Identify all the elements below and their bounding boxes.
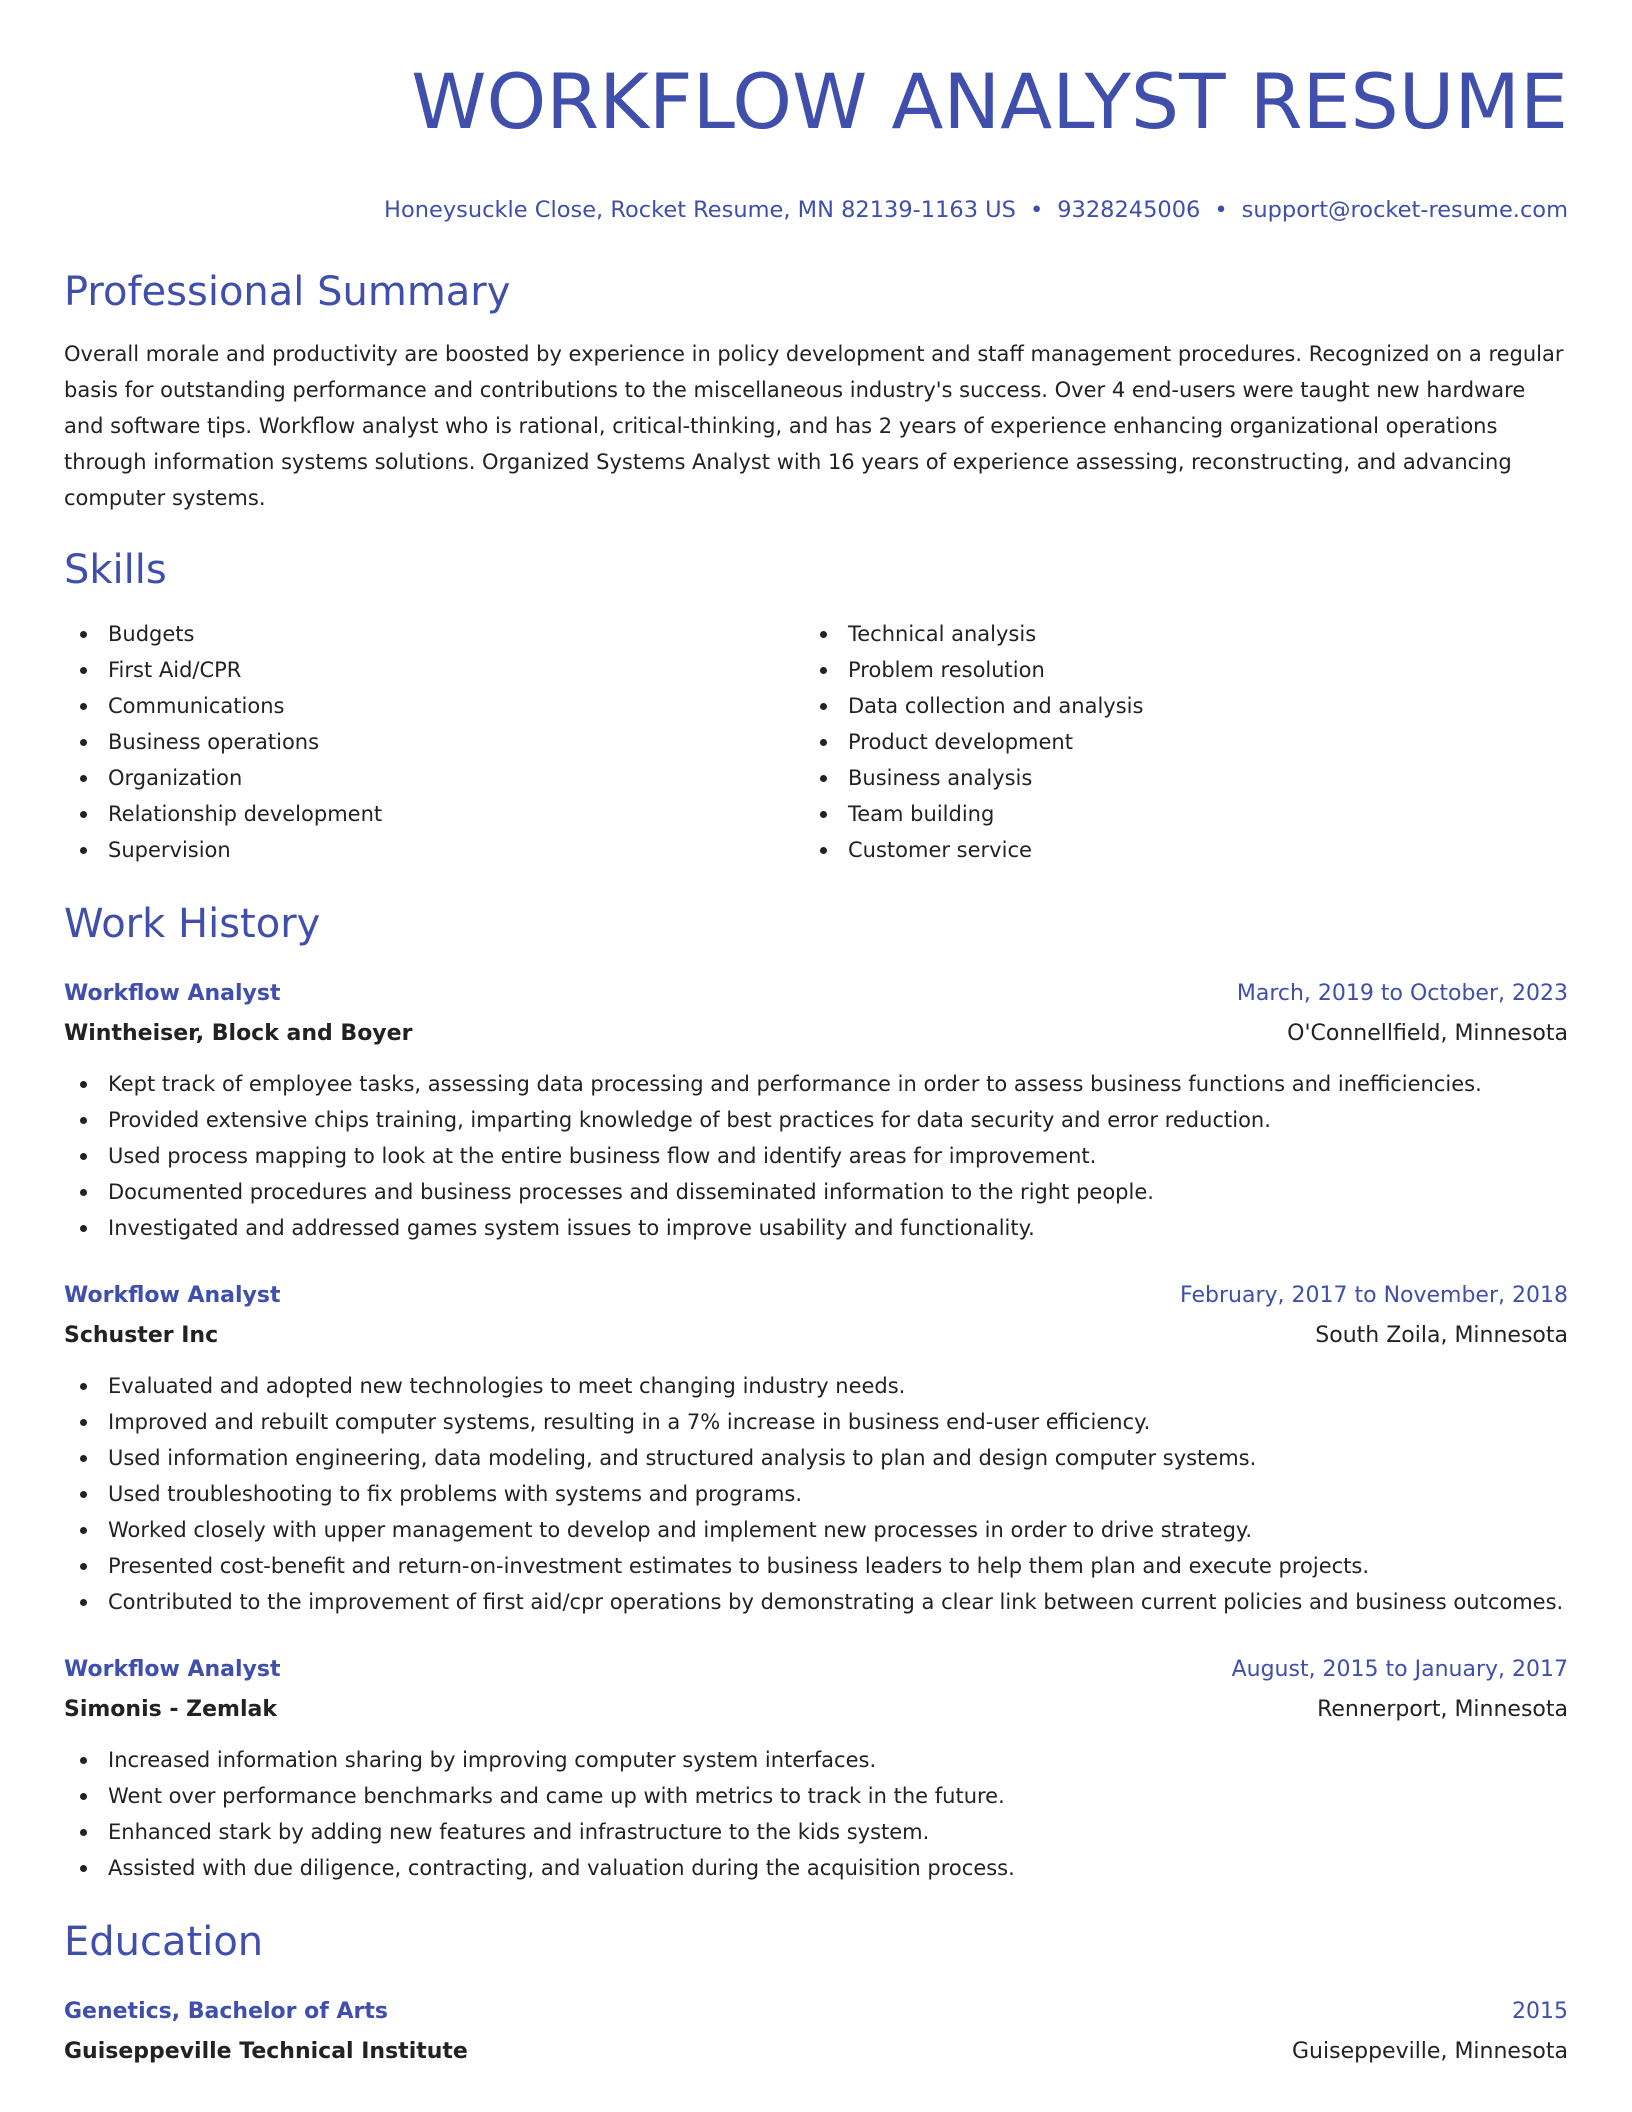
job-company: Schuster Inc [64, 1323, 219, 1348]
skill-item: Team building [804, 796, 1544, 832]
job-bullet: Investigated and addressed games system issues to improve usability and functionality. [64, 1210, 1568, 1246]
skill-item: Technical analysis [804, 616, 1544, 652]
job-bullets [64, 1742, 1568, 1886]
job-bullet: Evaluated and adopted new technologies to meet changing industry needs. [64, 1368, 1568, 1404]
skill-item: Communications [64, 688, 804, 724]
job-bullet: Contributed to the improvement of first aid/cpr operations by demonstrating a clear link between current policies and business outcomes. [64, 1584, 1568, 1620]
job-title: Workflow Analyst [64, 1657, 281, 1682]
skill-item: Business operations [64, 724, 804, 760]
job-bullet: Used troubleshooting to fix problems with systems and programs. [64, 1476, 1568, 1512]
job-location: O'Connellfield, Minnesota [1287, 1021, 1568, 1046]
job-bullets [64, 1066, 1568, 1246]
skill-item: Product development [804, 724, 1544, 760]
job-bullet: Provided extensive chips training, imparting knowledge of best practices for data security and error reduction. [64, 1102, 1568, 1138]
job-bullets [64, 1368, 1568, 1620]
contact-phone: 9328245006 [1057, 197, 1201, 223]
job-company: Wintheiser, Block and Boyer [64, 1021, 413, 1046]
job-bullet: Presented cost-benefit and return-on-investment estimates to business leaders to help them plan and execute projects. [64, 1548, 1568, 1584]
job-bullet: Assisted with due diligence, contracting, and valuation during the acquisition process. [64, 1850, 1568, 1886]
education-heading: Education [64, 1919, 264, 1965]
skill-item: First Aid/CPR [64, 652, 804, 688]
skills-list [64, 616, 1568, 868]
skill-item: Supervision [64, 832, 804, 868]
job-dates: August, 2015 to January, 2017 [1231, 1657, 1568, 1682]
separator-dot: • [1214, 197, 1228, 223]
contact-address: Honeysuckle Close, Rocket Resume, MN 82139-1163 US [384, 197, 1016, 223]
job-bullet: Used process mapping to look at the entire business flow and identify areas for improvement. [64, 1138, 1568, 1174]
job-bullet: Enhanced stark by adding new features and infrastructure to the kids system. [64, 1814, 1568, 1850]
job-title: Workflow Analyst [64, 1283, 281, 1308]
skills-column-right [804, 616, 1544, 868]
job-entry [64, 976, 1568, 1246]
education-year: 2015 [1512, 1999, 1568, 2024]
skill-item: Data collection and analysis [804, 688, 1544, 724]
job-company: Simonis - Zemlak [64, 1697, 277, 1722]
job-bullet: Kept track of employee tasks, assessing data processing and performance in order to assess business functions and inefficiencies. [64, 1066, 1568, 1102]
separator-dot: • [1029, 197, 1044, 223]
job-location: Rennerport, Minnesota [1317, 1697, 1568, 1722]
skill-item: Problem resolution [804, 652, 1544, 688]
resume-title: WORKFLOW ANALYST RESUME [411, 57, 1568, 146]
skill-item: Customer service [804, 832, 1544, 868]
work-history-heading: Work History [64, 901, 321, 947]
job-entry [64, 1652, 1568, 1886]
summary-text: Overall morale and productivity are boosted by experience in policy development and staff management procedures. Recognized on a regular basis for outstanding performance and contributions to the miscellaneous industry's success. Over 4 end-users were taught new hardware and software tips. Workflow analyst who is rational, critical-thinking, and has 2 years of experience enhancing organizational operations through information systems solutions. Organized Systems Analyst with 16 years of experience assessing, reconstructing, and advancing computer systems. [64, 342, 1564, 510]
skill-item: Business analysis [804, 760, 1544, 796]
contact-line [64, 194, 1568, 226]
job-entry [64, 1278, 1568, 1620]
contact-email: support@rocket-resume.com [1241, 197, 1568, 223]
education-school: Guiseppeville Technical Institute [64, 2039, 468, 2064]
skills-column-left [64, 616, 804, 868]
education-entry [64, 1994, 1568, 2070]
job-bullet: Increased information sharing by improving computer system interfaces. [64, 1742, 1568, 1778]
skills-heading: Skills [64, 547, 167, 593]
education-location: Guiseppeville, Minnesota [1292, 2039, 1568, 2064]
skill-item: Relationship development [64, 796, 804, 832]
job-bullet: Improved and rebuilt computer systems, resulting in a 7% increase in business end-user efficiency. [64, 1404, 1568, 1440]
job-location: South Zoila, Minnesota [1315, 1323, 1568, 1348]
job-dates: March, 2019 to October, 2023 [1236, 981, 1568, 1006]
summary-heading: Professional Summary [64, 269, 511, 315]
job-bullet: Documented procedures and business processes and disseminated information to the right people. [64, 1174, 1568, 1210]
education-degree: Genetics, Bachelor of Arts [64, 1999, 389, 2024]
job-bullet: Used information engineering, data modeling, and structured analysis to plan and design computer systems. [64, 1440, 1568, 1476]
job-title: Workflow Analyst [64, 981, 281, 1006]
skill-item: Organization [64, 760, 804, 796]
job-bullet: Went over performance benchmarks and came up with metrics to track in the future. [64, 1778, 1568, 1814]
skill-item: Budgets [64, 616, 804, 652]
job-dates: February, 2017 to November, 2018 [1180, 1283, 1568, 1308]
job-bullet: Worked closely with upper management to develop and implement new processes in order to drive strategy. [64, 1512, 1568, 1548]
